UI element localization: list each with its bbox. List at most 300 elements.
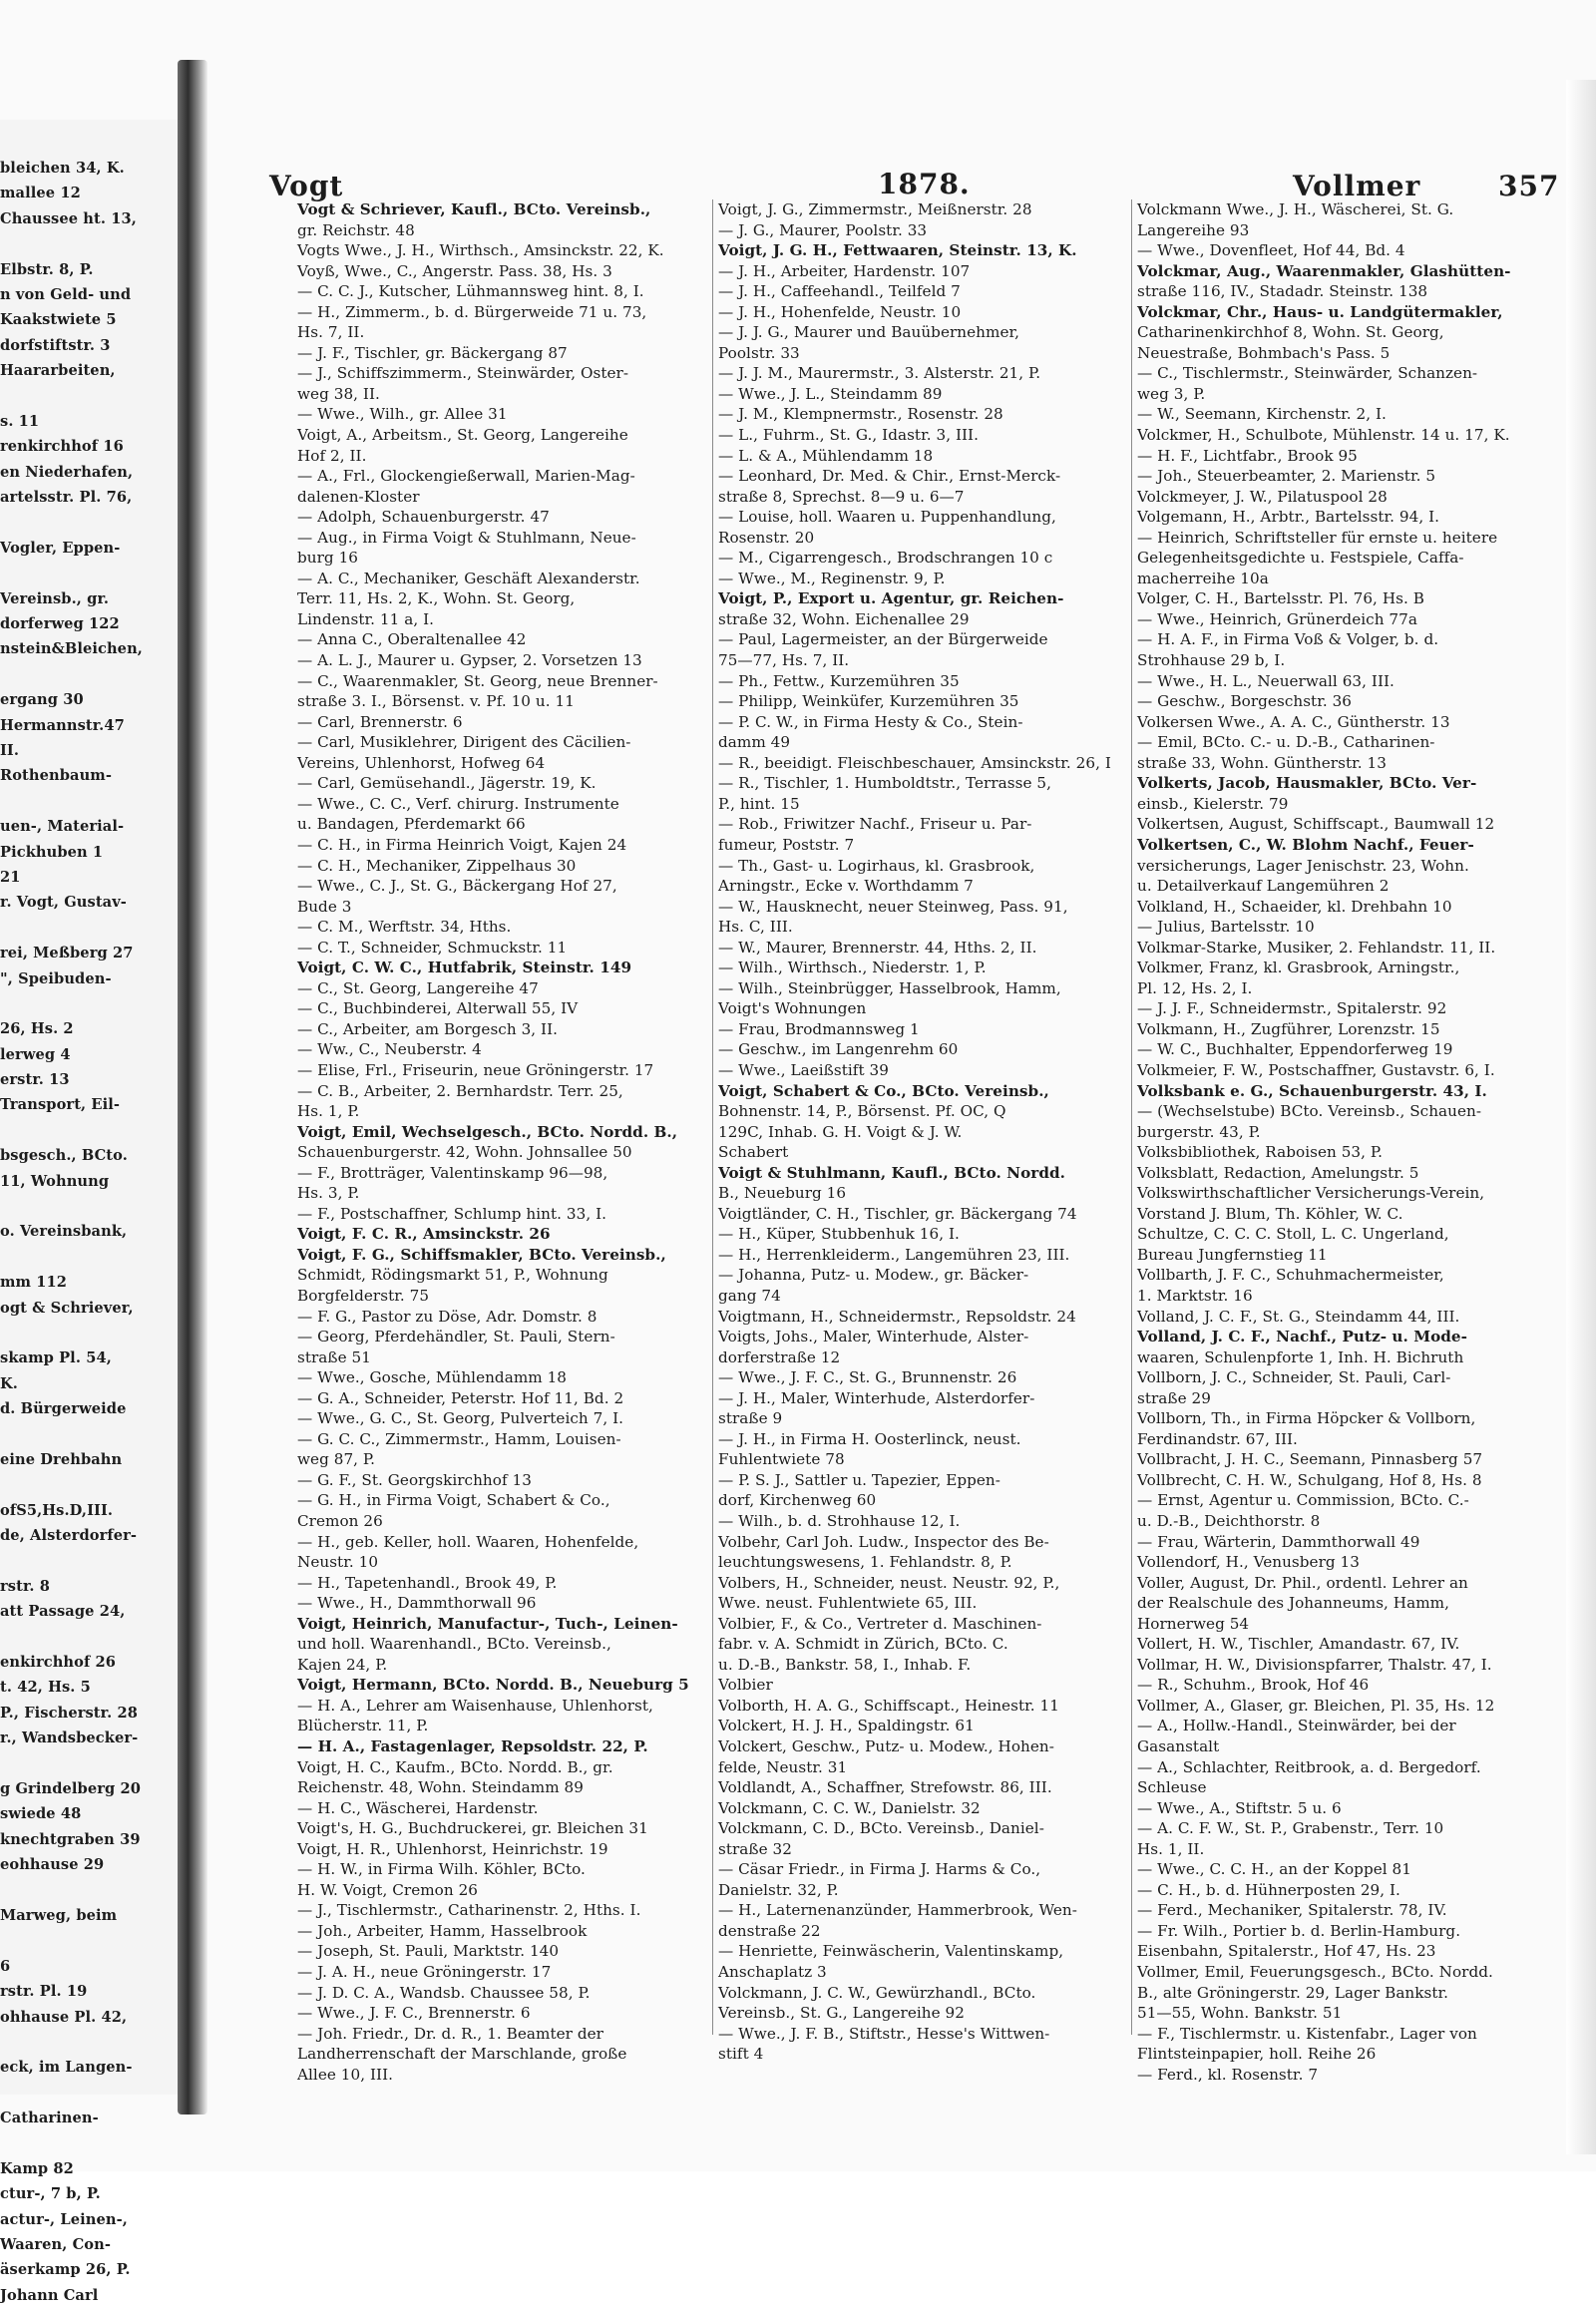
directory-entry-line: Flintsteinpapier, holl. Reihe 26 bbox=[1137, 2045, 1377, 2064]
fragment-line: Transport, Eil- bbox=[0, 1096, 121, 1114]
directory-entry-line: Blücherstr. 11, P. bbox=[297, 1717, 429, 1735]
directory-entry-line: Volkerts, Jacob, Hausmakler, BCto. Ver- bbox=[1137, 774, 1477, 793]
directory-entry-line: — F., Brotträger, Valentinskamp 96—98, bbox=[297, 1163, 608, 1182]
fragment-line: swiede 48 bbox=[0, 1805, 82, 1823]
fragment-line: eohhause 29 bbox=[0, 1856, 105, 1874]
directory-entry-line: Voigt, P., Export u. Agentur, gr. Reichen- bbox=[718, 589, 1064, 608]
directory-entry-line: Schmidt, Rödingsmarkt 51, P., Wohnung bbox=[297, 1266, 608, 1285]
directory-entry-line: — F. G., Pastor zu Döse, Adr. Domstr. 8 bbox=[297, 1307, 598, 1326]
directory-entry-line: Schultze, C. C. C. Stoll, L. C. Ungerland, bbox=[1137, 1225, 1449, 1244]
directory-entry-line: — J. A. H., neue Gröningerstr. 17 bbox=[297, 1963, 552, 1982]
fragment-line: rei, Meßberg 27 bbox=[0, 945, 134, 962]
fragment-line: Vereinsb., gr. bbox=[0, 589, 110, 607]
directory-entry-line: Gelegenheitsgedichte u. Festspiele, Caffa- bbox=[1137, 549, 1464, 568]
directory-entry-line: Voigt, Emil, Wechselgesch., BCto. Nordd. B., bbox=[297, 1122, 678, 1141]
directory-entry-line: — C. H., Mechaniker, Zippelhaus 30 bbox=[297, 856, 577, 875]
directory-entry-line: — G. F., St. Georgskirchhof 13 bbox=[297, 1470, 532, 1489]
directory-entry-line: Vollendorf, H., Venusberg 13 bbox=[1137, 1553, 1360, 1572]
directory-entry-line: — W., Hausknecht, neuer Steinweg, Pass. 91, bbox=[718, 897, 1068, 916]
fragment-line bbox=[0, 1422, 190, 1447]
directory-entry-line: Volckmar, Aug., Waarenmakler, Glashütten- bbox=[1137, 261, 1511, 280]
directory-entry-line: Volger, C. H., Bartelsstr. Pl. 76, Hs. B bbox=[1137, 589, 1424, 608]
fragment-line: eine Drehbahn bbox=[0, 1450, 123, 1468]
directory-entry-line: — F., Postschaffner, Schlump hint. 33, I. bbox=[297, 1204, 607, 1223]
directory-entry-line: Volkland, H., Schaeider, kl. Drehbahn 10 bbox=[1137, 897, 1452, 916]
fragment-line: K. bbox=[0, 1374, 18, 1392]
directory-entry-line: 51—55, Wohn. Bankstr. 51 bbox=[1137, 2004, 1343, 2023]
directory-entry-line: — J., Schiffszimmerm., Steinwärder, Oster- bbox=[297, 364, 629, 383]
directory-entry-line: — Julius, Bartelsstr. 10 bbox=[1137, 918, 1315, 937]
directory-entry-line: — Paul, Lagermeister, an der Bürgerweide bbox=[718, 630, 1048, 649]
fragment-line: mm 112 bbox=[0, 1274, 68, 1292]
directory-entry-line: Voigt, Schabert & Co., BCto. Vereinsb., bbox=[718, 1081, 1049, 1100]
directory-entry-line: B., alte Gröningerstr. 29, Lager Bankstr. bbox=[1137, 1983, 1449, 2002]
directory-entry-line: Langereihe 93 bbox=[1137, 220, 1250, 239]
directory-entry-line: u. D.-B., Deichthorstr. 8 bbox=[1137, 1512, 1321, 1530]
directory-entry-line: — Wwe., Dovenfleet, Hof 44, Bd. 4 bbox=[1137, 241, 1405, 260]
directory-entry-line: dorf, Kirchenweg 60 bbox=[718, 1491, 877, 1510]
directory-entry-line: — C. C. J., Kutscher, Lühmannsweg hint. 8, I. bbox=[297, 282, 644, 301]
fragment-line: d. Bürgerweide bbox=[0, 1400, 127, 1418]
fragment-line: nstein&Bleichen, bbox=[0, 640, 143, 658]
page-number: 357 bbox=[1498, 170, 1560, 202]
directory-entry-line: — C., St. Georg, Langereihe 47 bbox=[297, 978, 539, 997]
directory-entry-line: Volbier bbox=[718, 1676, 773, 1695]
fragment-line: Johann Carl bbox=[0, 2286, 99, 2304]
directory-entry-line: Voigt, H. R., Uhlenhorst, Heinrichstr. 19 bbox=[297, 1839, 608, 1858]
directory-entry-line: — H. A., Fastagenlager, Repsoldstr. 22, P. bbox=[297, 1737, 648, 1756]
directory-entry-line: — Ernst, Agentur u. Commission, BCto. C.- bbox=[1137, 1491, 1469, 1510]
directory-entry-line: — J. H., Maler, Winterhude, Alsterdorfer- bbox=[718, 1388, 1035, 1407]
fragment-line: II. bbox=[0, 741, 20, 759]
fragment-line: r., Wandsbecker- bbox=[0, 1730, 139, 1747]
fragment-line: ofS5,Hs.D,III. bbox=[0, 1501, 114, 1519]
fragment-line: 6 bbox=[0, 1957, 11, 1975]
directory-entry-line: Volkmer, Franz, kl. Grasbrook, Arningstr., bbox=[1137, 959, 1460, 977]
directory-entry-line: Volksblatt, Redaction, Amelungstr. 5 bbox=[1137, 1163, 1419, 1182]
directory-entry-line: — Carl, Brennerstr. 6 bbox=[297, 712, 463, 731]
directory-entry-line: straße 51 bbox=[297, 1347, 371, 1366]
directory-entry-line: denstraße 22 bbox=[718, 1921, 821, 1940]
directory-entry-line: Allee 10, III. bbox=[297, 2065, 393, 2084]
directory-entry-line: Voigt, J. G., Zimmermstr., Meißnerstr. 28 bbox=[718, 200, 1032, 218]
fragment-line bbox=[0, 1472, 190, 1497]
directory-entry-line: macherreihe 10a bbox=[1137, 569, 1269, 587]
directory-entry-line: Volbers, H., Schneider, neust. Neustr. 92, P., bbox=[718, 1573, 1060, 1592]
directory-entry-line: — Geschw., Borgeschstr. 36 bbox=[1137, 692, 1353, 711]
directory-entry-line: Vollmer, Emil, Feuerungsgesch., BCto. Nordd. bbox=[1137, 1963, 1493, 1982]
directory-entry-line: — G. A., Schneider, Peterstr. Hof 11, Bd. 2 bbox=[297, 1388, 624, 1407]
fragment-line: Haararbeiten, bbox=[0, 362, 116, 380]
fragment-line: Hermannstr.47 bbox=[0, 716, 125, 734]
directory-entry-line: — Wwe., H., Dammthorwall 96 bbox=[297, 1594, 537, 1613]
directory-entry-line: Eisenbahn, Spitalerstr., Hof 47, Hs. 23 bbox=[1137, 1942, 1436, 1961]
directory-entry-line: — A., Frl., Glockengießerwall, Marien-Mag- bbox=[297, 467, 635, 486]
directory-entry-line: Voigt, F. C. R., Amsinckstr. 26 bbox=[297, 1225, 551, 1244]
directory-entry-line: straße 32, Wohn. Eichenallee 29 bbox=[718, 609, 970, 628]
directory-entry-line: — R., beeidigt. Fleischbeschauer, Amsinckstr. 26, I bbox=[718, 753, 1111, 772]
directory-entry-line: — Joseph, St. Pauli, Marktstr. 140 bbox=[297, 1942, 560, 1961]
directory-entry-line: — W., Seemann, Kirchenstr. 2, I. bbox=[1137, 405, 1387, 424]
directory-entry-line: Vorstand J. Blum, Th. Köhler, W. C. bbox=[1137, 1204, 1403, 1223]
directory-entry-line: Voigt & Stuhlmann, Kaufl., BCto. Nordd. bbox=[718, 1163, 1066, 1182]
running-head-year: 1878. bbox=[878, 168, 971, 200]
directory-entry-line: Bohnenstr. 14, P., Börsenst. Pf. OC, Q bbox=[718, 1102, 1006, 1121]
fragment-line: 21 bbox=[0, 868, 21, 886]
directory-entry-line: Voller, August, Dr. Phil., ordentl. Lehrer an bbox=[1137, 1573, 1468, 1592]
fragment-line: g Grindelberg 20 bbox=[0, 1780, 141, 1797]
fragment-line: Marweg, beim bbox=[0, 1906, 118, 1924]
directory-entry-line: u. D.-B., Bankstr. 58, I., Inhab. F. bbox=[718, 1655, 972, 1674]
directory-entry-line: Lindenstr. 11 a, I. bbox=[297, 609, 434, 628]
directory-entry-line: — Ww., C., Neuberstr. 4 bbox=[297, 1040, 482, 1059]
directory-entry-line: — Wwe., J. F. C., St. G., Brunnenstr. 26 bbox=[718, 1368, 1017, 1387]
directory-entry-line: burgerstr. 43, P. bbox=[1137, 1122, 1261, 1141]
fragment-line: Kaakstwiete 5 bbox=[0, 311, 117, 329]
directory-entry-line: Volland, J. C. F., Nachf., Putz- u. Mode- bbox=[1137, 1328, 1467, 1346]
column-rule bbox=[1131, 199, 1132, 2035]
directory-entry-line: straße 9 bbox=[718, 1409, 783, 1428]
directory-entry-line: — Philipp, Weinküfer, Kurzemühren 35 bbox=[718, 692, 1019, 711]
directory-entry-line: Volkswirthschaftlicher Versicherungs-Verein, bbox=[1137, 1184, 1485, 1203]
directory-entry-line: Vogts Wwe., J. H., Wirthsch., Amsinckstr. 22, K. bbox=[297, 241, 664, 260]
directory-entry-line: weg 3, P. bbox=[1137, 384, 1206, 403]
directory-entry-line: Volkmar-Starke, Musiker, 2. Fehlandstr. 11, II. bbox=[1137, 938, 1496, 957]
directory-entry-line: — H., Zimmerm., b. d. Bürgerweide 71 u. 73, bbox=[297, 302, 647, 321]
directory-entry-line: — Ferd., Mechaniker, Spitalerstr. 78, IV. bbox=[1137, 1901, 1447, 1920]
running-head-last-entry: Vollmer bbox=[1293, 170, 1421, 202]
directory-entry-line: einsb., Kielerstr. 79 bbox=[1137, 794, 1289, 813]
directory-entry-line: Hs. 7, II. bbox=[297, 323, 365, 342]
directory-entry-line: — C., Arbeiter, am Borgesch 3, II. bbox=[297, 1019, 559, 1038]
directory-entry-line: — A. L. J., Maurer u. Gypser, 2. Vorsetzen 13 bbox=[297, 651, 642, 670]
directory-entry-line: Volgemann, H., Arbtr., Bartelsstr. 94, I. bbox=[1137, 508, 1440, 527]
fragment-line: erstr. 13 bbox=[0, 1071, 70, 1089]
directory-entry-line: Volbier, F., & Co., Vertreter d. Maschinen- bbox=[718, 1614, 1042, 1633]
fragment-line: ogt & Schriever, bbox=[0, 1299, 134, 1317]
directory-entry-line: — H., Herrenkleiderm., Langemühren 23, III. bbox=[718, 1245, 1070, 1264]
directory-entry-line: Vollborn, J. C., Schneider, St. Pauli, Carl- bbox=[1137, 1368, 1451, 1387]
directory-entry-line: Voigtländer, C. H., Tischler, gr. Bäckergang 74 bbox=[718, 1204, 1077, 1223]
directory-entry-line: damm 49 bbox=[718, 733, 791, 752]
fragment-line: t. 42, Hs. 5 bbox=[0, 1679, 91, 1697]
directory-entry-line: — J. H., Caffeehandl., Teilfeld 7 bbox=[718, 282, 961, 301]
fragment-line bbox=[0, 2030, 190, 2055]
directory-entry-line: — Henriette, Feinwäscherin, Valentinskamp, bbox=[718, 1942, 1064, 1961]
directory-entry-line: — W., Maurer, Brennerstr. 44, Hths. 2, II. bbox=[718, 938, 1037, 957]
fragment-line: uen-, Material- bbox=[0, 818, 125, 836]
fragment-line bbox=[0, 510, 190, 535]
directory-entry-line: Anschaplatz 3 bbox=[718, 1963, 827, 1982]
fragment-line: eck, im Langen- bbox=[0, 2059, 133, 2077]
directory-entry-line: — Frau, Wärterin, Dammthorwall 49 bbox=[1137, 1532, 1420, 1551]
directory-entry-line: waaren, Schulenpforte 1, Inh. H. Bichruth bbox=[1137, 1347, 1464, 1366]
directory-entry-line: Fuhlentwiete 78 bbox=[718, 1450, 845, 1469]
left-page-fragment bbox=[0, 120, 178, 2304]
directory-entry-line: Volbehr, Carl Joh. Ludw., Inspector des Be- bbox=[718, 1532, 1049, 1551]
directory-entry-line: Voigt's, H. G., Buchdruckerei, gr. Bleichen 31 bbox=[297, 1819, 648, 1838]
directory-entry-line: — R., Schuhm., Brook, Hof 46 bbox=[1137, 1676, 1370, 1695]
directory-entry-line: Voigtmann, H., Schneidermstr., Repsoldstr. 24 bbox=[718, 1307, 1076, 1326]
fragment-line: lerweg 4 bbox=[0, 1045, 71, 1063]
directory-entry-line: 75—77, Hs. 7, II. bbox=[718, 651, 850, 670]
directory-entry-line: — Th., Gast- u. Logirhaus, kl. Grasbrook, bbox=[718, 856, 1035, 875]
directory-entry-line: Volland, J. C. F., St. G., Steindamm 44, III. bbox=[1137, 1307, 1460, 1326]
left-page-lines bbox=[0, 156, 190, 2308]
directory-entry-line: Volkmann, H., Zugführer, Lorenzstr. 15 bbox=[1137, 1019, 1440, 1038]
directory-entry-line: Kajen 24, P. bbox=[297, 1655, 388, 1674]
directory-entry-line: weg 87, P. bbox=[297, 1450, 375, 1469]
directory-entry-line: — J. H., in Firma H. Oosterlinck, neust. bbox=[718, 1429, 1021, 1448]
directory-entry-line: — Wwe., H. L., Neuerwall 63, III. bbox=[1137, 671, 1395, 690]
fragment-line bbox=[0, 2130, 190, 2155]
directory-entry-line: Volckert, H. J. H., Spaldingstr. 61 bbox=[718, 1717, 975, 1735]
directory-entry-line: Vollert, H. W., Tischler, Amandastr. 67, IV. bbox=[1137, 1635, 1460, 1654]
directory-entry-line: — Wwe., C. J., St. G., Bäckergang Hof 27, bbox=[297, 877, 617, 896]
directory-entry-line: B., Neueburg 16 bbox=[718, 1184, 847, 1203]
directory-entry-line: und holl. Waarenhandl., BCto. Vereinsb., bbox=[297, 1635, 611, 1654]
directory-column-1 bbox=[297, 199, 716, 2084]
directory-entry-line: stift 4 bbox=[718, 2045, 764, 2064]
directory-entry-line: — P. C. W., in Firma Hesty & Co., Stein- bbox=[718, 712, 1023, 731]
directory-entry-line: Voyß, Wwe., C., Angerstr. Pass. 38, Hs. 3 bbox=[297, 261, 612, 280]
directory-entry-line: — Wwe., J. L., Steindamm 89 bbox=[718, 384, 943, 403]
fragment-line: Kamp 82 bbox=[0, 2159, 74, 2177]
directory-entry-line: — C., Waarenmakler, St. Georg, neue Brenner- bbox=[297, 671, 658, 690]
directory-entry-line: Hof 2, II. bbox=[297, 446, 367, 465]
directory-entry-line: — Cäsar Friedr., in Firma J. Harms & Co., bbox=[718, 1860, 1041, 1879]
directory-entry-line: — Johanna, Putz- u. Modew., gr. Bäcker- bbox=[718, 1266, 1029, 1285]
directory-entry-line: — J. H., Hohenfelde, Neustr. 10 bbox=[718, 302, 962, 321]
directory-entry-line: H. W. Voigt, Cremon 26 bbox=[297, 1880, 479, 1899]
directory-entry-line: — Joh. Friedr., Dr. d. R., 1. Beamter der bbox=[297, 2024, 603, 2043]
directory-entry-line: gang 74 bbox=[718, 1286, 781, 1305]
fragment-line: renkirchhof 16 bbox=[0, 438, 124, 456]
directory-entry-line: Reichenstr. 48, Wohn. Steindamm 89 bbox=[297, 1778, 584, 1797]
directory-entry-line: Volkertsen, C., W. Blohm Nachf., Feuer- bbox=[1137, 835, 1474, 854]
directory-entry-line: Volckmer, H., Schulbote, Mühlenstr. 14 u. 17, K. bbox=[1137, 426, 1510, 445]
directory-entry-line: Volckmann, C. D., BCto. Vereinsb., Daniel- bbox=[718, 1819, 1044, 1838]
directory-entry-line: — J. F., Tischler, gr. Bäckergang 87 bbox=[297, 343, 568, 362]
directory-entry-line: Voldlandt, A., Schaffner, Strefowstr. 86, III. bbox=[718, 1778, 1052, 1797]
fragment-line: dorfstiftstr. 3 bbox=[0, 336, 111, 354]
directory-entry-line: u. Detailverkauf Langemühren 2 bbox=[1137, 877, 1390, 896]
directory-entry-line: Voigts, Johs., Maler, Winterhude, Alster- bbox=[718, 1328, 1029, 1346]
directory-entry-line: — L., Fuhrm., St. G., Idastr. 3, III. bbox=[718, 426, 979, 445]
directory-entry-line: Neuestraße, Bohmbach's Pass. 5 bbox=[1137, 343, 1391, 362]
directory-entry-line: — Georg, Pferdehändler, St. Pauli, Stern- bbox=[297, 1328, 615, 1346]
fragment-line: ", Speibuden- bbox=[0, 969, 112, 987]
fragment-line: ohhause Pl. 42, bbox=[0, 2008, 128, 2026]
directory-entry-line: — G. C. C., Zimmermstr., Hamm, Louisen- bbox=[297, 1429, 621, 1448]
directory-entry-line: Voigt, A., Arbeitsm., St. Georg, Langereihe bbox=[297, 426, 628, 445]
directory-entry-line: — A. C., Mechaniker, Geschäft Alexanderstr. bbox=[297, 569, 640, 587]
directory-entry-line: Volkersen Wwe., A. A. C., Güntherstr. 13 bbox=[1137, 712, 1450, 731]
directory-entry-line: Rosenstr. 20 bbox=[718, 528, 815, 547]
directory-entry-line: straße 29 bbox=[1137, 1388, 1211, 1407]
directory-entry-line: Neustr. 10 bbox=[297, 1553, 379, 1572]
directory-entry-line: Vogt & Schriever, Kaufl., BCto. Vereinsb., bbox=[297, 200, 651, 218]
directory-entry-line: Volckmann Wwe., J. H., Wäscherei, St. G. bbox=[1137, 200, 1454, 218]
fragment-line: knechtgraben 39 bbox=[0, 1830, 141, 1848]
directory-entry-line: — J., Tischlermstr., Catharinenstr. 2, Hths. I. bbox=[297, 1901, 641, 1920]
column-rule bbox=[712, 199, 713, 2035]
directory-entry-line: — C. M., Werftstr. 34, Hths. bbox=[297, 918, 512, 937]
fragment-line bbox=[0, 231, 190, 256]
directory-entry-line: Danielstr. 32, P. bbox=[718, 1880, 839, 1899]
fragment-line: P., Fischerstr. 28 bbox=[0, 1704, 138, 1722]
directory-entry-line: Volksbibliothek, Raboisen 53, P. bbox=[1137, 1143, 1383, 1162]
fragment-line: bsgesch., BCto. bbox=[0, 1147, 128, 1165]
directory-entry-line: — H., Küper, Stubbenhuk 16, I. bbox=[718, 1225, 960, 1244]
directory-entry-line: Vollborn, Th., in Firma Höpcker & Vollborn, bbox=[1137, 1409, 1476, 1428]
directory-entry-line: — Louise, holl. Waaren u. Puppenhandlung, bbox=[718, 508, 1056, 527]
directory-entry-line: — H., Laternenanzünder, Hammerbrook, Wen- bbox=[718, 1901, 1077, 1920]
directory-entry-line: Wwe. neust. Fuhlentwiete 65, III. bbox=[718, 1594, 978, 1613]
directory-entry-line: Gasanstalt bbox=[1137, 1737, 1220, 1756]
directory-entry-line: — H. C., Wäscherei, Hardenstr. bbox=[297, 1798, 539, 1817]
directory-entry-line: — Wwe., C. C., Verf. chirurg. Instrumente bbox=[297, 794, 619, 813]
fragment-line bbox=[0, 1878, 190, 1903]
directory-entry-line: Voigt, Hermann, BCto. Nordd. B., Neueburg 5 bbox=[297, 1676, 689, 1695]
directory-entry-line: Terr. 11, Hs. 2, K., Wohn. St. Georg, bbox=[297, 589, 576, 608]
fragment-line: enkirchhof 26 bbox=[0, 1654, 117, 1672]
directory-entry-line: straße 32 bbox=[718, 1839, 792, 1858]
directory-entry-line: — Wwe., M., Reginenstr. 9, P. bbox=[718, 569, 946, 587]
directory-entry-line: Volckmann, J. C. W., Gewürzhandl., BCto. bbox=[718, 1983, 1036, 2002]
fragment-line: att Passage 24, bbox=[0, 1603, 126, 1621]
fragment-line: skamp Pl. 54, bbox=[0, 1349, 112, 1367]
fragment-line: Rothenbaum- bbox=[0, 767, 112, 785]
directory-column-2 bbox=[718, 199, 1137, 2064]
directory-entry-line: — H. F., Lichtfabr., Brook 95 bbox=[1137, 446, 1358, 465]
directory-entry-line: straße 8, Sprechst. 8—9 u. 6—7 bbox=[718, 487, 965, 506]
directory-entry-line: Hs. 1, II. bbox=[1137, 1839, 1205, 1858]
directory-entry-line: — Joh., Steuerbeamter, 2. Marienstr. 5 bbox=[1137, 467, 1436, 486]
fragment-line: Catharinen- bbox=[0, 2110, 99, 2127]
directory-entry-line: — J. G., Maurer, Poolstr. 33 bbox=[718, 220, 928, 239]
fragment-line: rstr. Pl. 19 bbox=[0, 1983, 88, 2001]
fragment-line bbox=[0, 2081, 190, 2106]
directory-entry-line: — C. B., Arbeiter, 2. Bernhardstr. Terr. 25, bbox=[297, 1081, 623, 1100]
directory-entry-line: — H. W., in Firma Wilh. Köhler, BCto. bbox=[297, 1860, 586, 1879]
directory-entry-line: — Elise, Frl., Friseurin, neue Gröningerstr. 17 bbox=[297, 1060, 654, 1079]
directory-entry-line: — J. J. M., Maurermstr., 3. Alsterstr. 21, P. bbox=[718, 364, 1041, 383]
directory-entry-line: Landherrenschaft der Marschlande, große bbox=[297, 2045, 627, 2064]
fragment-line: 11, Wohnung bbox=[0, 1172, 110, 1190]
directory-entry-line: — H., geb. Keller, holl. Waaren, Hohenfelde, bbox=[297, 1532, 639, 1551]
directory-entry-line: — Wwe., Wilh., gr. Allee 31 bbox=[297, 405, 508, 424]
fragment-line bbox=[0, 1321, 190, 1346]
fragment-line: en Niederhafen, bbox=[0, 463, 134, 481]
directory-entry-line: Voigt, H. C., Kaufm., BCto. Nordd. B., gr. bbox=[297, 1757, 613, 1776]
directory-entry-line: — H. A. F., in Firma Voß & Volger, b. d. bbox=[1137, 630, 1439, 649]
directory-entry-line: Cremon 26 bbox=[297, 1512, 383, 1530]
fragment-line bbox=[0, 1194, 190, 1219]
directory-entry-line: dalenen-Kloster bbox=[297, 487, 420, 506]
directory-entry-line: Strohhause 29 b, I. bbox=[1137, 651, 1286, 670]
fragment-line: r. Vogt, Gustav- bbox=[0, 894, 127, 912]
directory-entry-line: Voigt, Heinrich, Manufactur-, Tuch-, Leinen- bbox=[297, 1614, 678, 1633]
directory-entry-line: straße 116, IV., Stadadr. Steinstr. 138 bbox=[1137, 282, 1428, 301]
directory-entry-line: — Wwe., J. F. B., Stiftstr., Hesse's Wittwen- bbox=[718, 2024, 1050, 2043]
directory-entry-line: straße 3. I., Börsenst. v. Pf. 10 u. 11 bbox=[297, 692, 575, 711]
page-edge bbox=[1566, 80, 1596, 2154]
directory-entry-line: — (Wechselstube) BCto. Vereinsb., Schauen- bbox=[1137, 1102, 1482, 1121]
directory-entry-line: — Frau, Brodmannsweg 1 bbox=[718, 1019, 920, 1038]
directory-entry-line: Vollbarth, J. F. C., Schuhmachermeister, bbox=[1137, 1266, 1444, 1285]
directory-entry-line: der Realschule des Johanneums, Hamm, bbox=[1137, 1594, 1449, 1613]
directory-entry-line: Voigt, J. G. H., Fettwaaren, Steinstr. 13, K. bbox=[718, 241, 1077, 260]
book-gutter bbox=[178, 60, 207, 2115]
directory-entry-line: P., hint. 15 bbox=[718, 794, 800, 813]
directory-entry-line: Voigt's Wohnungen bbox=[718, 999, 867, 1018]
directory-entry-line: — J. J. G., Maurer und Bauübernehmer, bbox=[718, 323, 1020, 342]
running-head-first-entry: Vogt bbox=[269, 170, 344, 202]
fragment-line: actur-, Leinen-, bbox=[0, 2210, 128, 2228]
fragment-line bbox=[0, 561, 190, 585]
directory-entry-line: Borgfelderstr. 75 bbox=[297, 1286, 430, 1305]
directory-entry-line: Vollbracht, J. H. C., Seemann, Pinnasberg 57 bbox=[1137, 1450, 1483, 1469]
directory-entry-line: gr. Reichstr. 48 bbox=[297, 220, 415, 239]
directory-entry-line: Volksbank e. G., Schauenburgerstr. 43, I. bbox=[1137, 1081, 1487, 1100]
fragment-line: ctur-, 7 b, P. bbox=[0, 2185, 101, 2203]
directory-entry-line: Vollmar, H. W., Divisionspfarrer, Thalstr. 47, I. bbox=[1137, 1655, 1492, 1674]
directory-entry-line: — Fr. Wilh., Portier b. d. Berlin-Hamburg. bbox=[1137, 1921, 1461, 1940]
directory-entry-line: — Joh., Arbeiter, Hamm, Hasselbrook bbox=[297, 1921, 588, 1940]
directory-entry-line: — Wwe., Laeißstift 39 bbox=[718, 1060, 889, 1079]
directory-entry-line: Hs. C, III. bbox=[718, 918, 793, 937]
fragment-line: de, Alsterdorfer- bbox=[0, 1527, 138, 1545]
directory-entry-line: — Ph., Fettw., Kurzemühren 35 bbox=[718, 671, 960, 690]
directory-entry-line: — C., Buchbinderei, Alterwall 55, IV bbox=[297, 999, 579, 1018]
directory-entry-line: — C. T., Schneider, Schmuckstr. 11 bbox=[297, 938, 568, 957]
directory-entry-line: Volkmeier, F. W., Postschaffner, Gustavstr. 6, I. bbox=[1137, 1060, 1495, 1079]
directory-entry-line: fumeur, Poststr. 7 bbox=[718, 835, 855, 854]
directory-entry-line: — Wilh., b. d. Strohhause 12, I. bbox=[718, 1512, 961, 1530]
directory-entry-line: 1. Marktstr. 16 bbox=[1137, 1286, 1253, 1305]
fragment-line: n von Geld- und bbox=[0, 285, 132, 303]
directory-entry-line: — Rob., Friwitzer Nachf., Friseur u. Par- bbox=[718, 815, 1032, 834]
directory-entry-line: — Leonhard, Dr. Med. & Chir., Ernst-Merck- bbox=[718, 467, 1061, 486]
fragment-line bbox=[0, 789, 190, 814]
fragment-line: Vogler, Eppen- bbox=[0, 539, 121, 557]
directory-entry-line: — Wilh., Steinbrügger, Hasselbrook, Hamm, bbox=[718, 978, 1061, 997]
fragment-line bbox=[0, 1625, 190, 1650]
directory-entry-line: Hornerweg 54 bbox=[1137, 1614, 1250, 1633]
directory-entry-line: — A. C. F. W., St. P., Grabenstr., Terr. 10 bbox=[1137, 1819, 1444, 1838]
fragment-line: o. Vereinsbank, bbox=[0, 1223, 128, 1241]
directory-entry-line: — J. M., Klempnermstr., Rosenstr. 28 bbox=[718, 405, 1003, 424]
directory-entry-line: — Wwe., Heinrich, Grünerdeich 77a bbox=[1137, 609, 1417, 628]
fragment-line: Elbstr. 8, P. bbox=[0, 260, 94, 278]
directory-entry-line: — A., Schlachter, Reitbrook, a. d. Bergedorf. bbox=[1137, 1757, 1481, 1776]
directory-entry-line: Vereinsb., St. G., Langereihe 92 bbox=[718, 2004, 965, 2023]
fragment-line: bleichen 34, K. bbox=[0, 160, 125, 177]
directory-entry-line: — C., Tischlermstr., Steinwärder, Schanzen- bbox=[1137, 364, 1478, 383]
directory-entry-line: — R., Tischler, 1. Humboldtstr., Terrasse 5, bbox=[718, 774, 1051, 793]
directory-entry-line: versicherungs, Lager Jenischstr. 23, Wohn. bbox=[1137, 856, 1469, 875]
directory-entry-line: Pl. 12, Hs. 2, I. bbox=[1137, 978, 1253, 997]
directory-entry-line: — Wwe., J. F. C., Brennerstr. 6 bbox=[297, 2004, 531, 2023]
directory-entry-line: Vollbrecht, C. H. W., Schulgang, Hof 8, Hs. 8 bbox=[1137, 1470, 1482, 1489]
directory-entry-line: Volckmann, C. C. W., Danielstr. 32 bbox=[718, 1798, 981, 1817]
fragment-line: Chaussee ht. 13, bbox=[0, 209, 137, 227]
fragment-line bbox=[0, 384, 190, 409]
directory-entry-line: — Carl, Musiklehrer, Dirigent des Cäcilien- bbox=[297, 733, 631, 752]
directory-entry-line: — F., Tischlermstr. u. Kistenfabr., Lager von bbox=[1137, 2024, 1477, 2043]
directory-entry-line: dorferstraße 12 bbox=[718, 1347, 841, 1366]
